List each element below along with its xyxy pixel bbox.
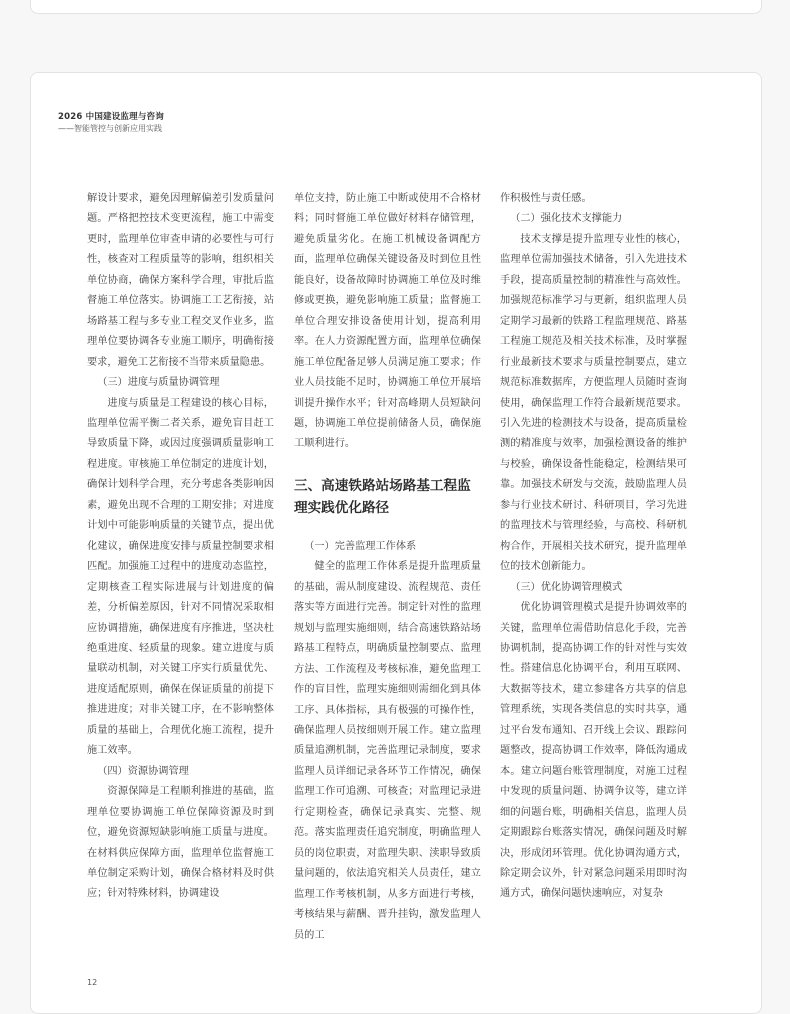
subsection-heading: （三）优化协调管理模式 — [510, 581, 623, 593]
paragraph: 进度与质量是工程建设的核心目标，监理单位需平衡二者关系，避免盲目赶工导致质量下降，或因过度强调质量影响工程进度。审核施工单位制定的进度计划，确保计划科学合理，充分考虑各类影响因素，避免出现不合理的工期安排；对进度计划中可能影响质量的关键节点，提出优化建议，确保进度安排与质量控制要求相匹配。加强施工过程中的进度动态监控，定期核查工程实际进展与计划进度的偏差，分析偏差原因，针对不同情况采取相应协调措施，确保进度有序推进，坚决杜绝重进度、轻质量的现象。建立进度与质量联动机制，对关键工序实行质量优先、进度适配原则，确保在保证质量的前提下推进进度；对非关键工序，在不影响整体质量的基础上，合理优化施工流程，提升施工效率。 — [87, 397, 274, 757]
paragraph: 技术支撑是提升监理专业性的核心，监理单位需加强技术储备，引入先进技术手段，提高质量控制的精准性与高效性。加强规范标准学习与更新，组织监理人员定期学习最新的铁路工程监理规范、路基工程施工规范及相关技术标准，及时掌握行业最新技术要求与质量控制要点，建立规范标准数据库，方便监理人员随时查询使用，确保监理工作符合最新规范要求。引入先进的检测技术与设备，提高质量检测的精准度与效率，加强检测设备的维护与校验，确保设备性能稳定，检测结果可靠。加强技术研发与交流，鼓励监理人员参与行业技术研讨、科研项目，学习先进的监理技术与管理经验，与高校、科研机构合作，开展相关技术研究，提升监理单位的技术创新能力。 — [500, 233, 687, 573]
journal-title: 2026 中国建设监理与咨询 — [58, 112, 164, 122]
paragraph: 健全的监理工作体系是提升监理质量的基础，需从制度建设、流程规范、责任落实等方面进行完善。制定针对性的监理规划与监理实施细则，结合高速铁路站场路基工程特点，明确质量控制要点、监理方法、工作流程及考核标准，避免监理工作的盲目性，监理实施细则需细化到具体工序、具体指标，具有极强的可操作性，确保监理人员按细则开展工作。建立监理质量追溯机制，完善监理记录制度，要求监理人员详细记录各环节工作情况，确保监理工作可追溯、可核查；对监理记录进行定期检查，确保记录真实、完整、规范。落实监理责任追究制度，明确监理人员的岗位职责，对监理失职、渎职导致质量问题的，依法追究相关人员责任，建立监理工作考核机制，从多方面进行考核，考核结果与薪酬、晋升挂钩，激发监理人员的工 — [294, 561, 481, 941]
text-column-1 — [87, 189, 274, 905]
text-column-3 — [500, 189, 687, 905]
paragraph: 作积极性与责任感。 — [500, 193, 592, 204]
journal-subtitle: ——智能管控与创新应用实践 — [58, 124, 162, 133]
text-column-2 — [294, 189, 481, 946]
paragraph: 解设计要求，避免因理解偏差引发质量问题。严格把控技术变更流程，施工中需变更时，监理单位审查申请的必要性与可行性，核查对工程质量等的影响，组织相关单位协商，确保方案科学合理，审批后监督施工单位落实。协调施工工艺衔接，站场路基工程与多专业工程交叉作业多，监理单位要协调各专业施工顺序，明确衔接要求，避免工艺衔接不当带来质量隐患。 — [87, 193, 274, 368]
running-header — [58, 111, 164, 135]
paragraph: 资源保障是工程顺利推进的基础，监理单位要协调施工单位保障资源及时到位，避免资源短缺影响施工质量与进度。在材料供应保障方面，监理单位监督施工单位制定采购计划，确保合格材料及时供应；针对特殊材料，协调建设 — [87, 786, 274, 900]
subsection-heading: （一）完善监理工作体系 — [304, 540, 417, 552]
subsection-heading: （二）强化技术支撑能力 — [510, 213, 623, 225]
subsection-heading: （三）进度与质量协调管理 — [97, 377, 220, 389]
paragraph: 优化协调管理模式是提升协调效率的关键，监理单位需借助信息化手段，完善协调机制，提高协调工作的针对性与实效性。搭建信息化协调平台，利用互联网、大数据等技术，建立参建各方共享的信息管理系统，实现各类信息的实时共享，通过平台发布通知、召开线上会议、跟踪问题整改，提高协调工作效率，降低沟通成本。建立问题台账管理制度，对施工过程中发现的质量问题、协调争议等，建立详细的问题台账，明确相关信息，监理人员定期跟踪台账落实情况，确保问题及时解决，形成闭环管理。优化协调沟通方式，除定期会议外，针对紧急问题采用即时沟通方式，确保问题快速响应，对复杂 — [500, 602, 687, 900]
page-number: 12 — [87, 978, 98, 987]
subsection-heading: （四）资源协调管理 — [97, 765, 189, 777]
paragraph: 单位支持，防止施工中断或使用不合格材料；同时督施工单位做好材料存储管理，避免质量劣化。在施工机械设备调配方面，监理单位确保关键设备及时到位且性能良好，设备故障时协调施工单位及时维修或更换，避免影响施工质量；监督施工单位合理安排设备使用计划，提高利用率。在人力资源配置方面，监理单位确保施工单位配备足够人员满足施工要求；作业人员技能不足时，协调施工单位开展培训提升操作水平；针对高峰期人员短缺问题，协调施工单位提前储备人员，确保施工顺利进行。 — [294, 193, 481, 450]
section-title: 三、高速铁路站场路基工程监理实践优化路径 — [294, 477, 471, 516]
previous-page-card — [30, 0, 762, 14]
